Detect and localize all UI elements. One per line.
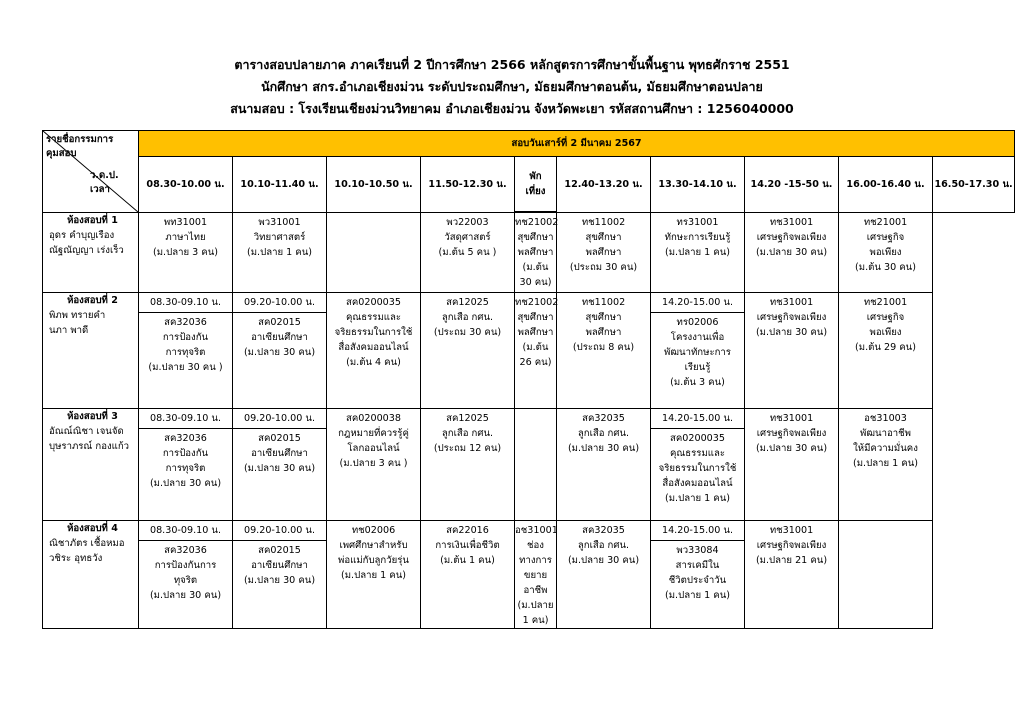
subject-line: เศรษฐกิจ (866, 232, 905, 243)
subject-line: ลูกเสือ กศน. (577, 540, 630, 551)
subject-line: (ม.ต้น 30 คน) (519, 262, 552, 288)
subject-line: (ม.ปลาย 30 คน) (755, 443, 828, 454)
exam-subject-cell (651, 293, 745, 409)
subject-line: (ม.ต้น 3 คน) (670, 377, 725, 388)
exam-subject-cell (515, 521, 557, 629)
exam-room-cell (43, 521, 139, 629)
subject-line: (ม.ปลาย 30 คน) (243, 463, 316, 474)
split-subject-block (651, 540, 744, 603)
subject-line: เศรษฐกิจพอเพียง (756, 232, 827, 243)
exam-subject-cell (515, 293, 557, 409)
exam-room-title: ห้องสอบที่ 3 (67, 411, 118, 422)
exam-subject-cell (233, 409, 327, 521)
exam-subject-cell (557, 293, 651, 409)
subject-line: สค32035 (582, 525, 625, 536)
session-time: 08.30-09.10 น. (149, 525, 222, 536)
subject-line: สุขศึกษา (517, 232, 554, 243)
subject-line: การป้องกันการ (154, 560, 217, 571)
subject-line: การทุจริต (165, 463, 206, 474)
exam-subject-cell (327, 409, 421, 521)
subject-line: สค02015 (258, 545, 301, 556)
exam-room-row (43, 293, 1015, 409)
subject-line: (ประถม 30 คน) (569, 262, 638, 273)
subject-line: พอเพียง (869, 327, 902, 338)
exam-subject-cell (421, 213, 515, 293)
subject-line: ทช21001 (863, 217, 908, 228)
subject-line: (ม.ปลาย 30 คน) (243, 575, 316, 586)
subject-line: (ม.ปลาย 3 คน) (152, 247, 218, 258)
exam-subject-cell (139, 293, 233, 409)
subject-line: (ม.ปลาย 30 คน ) (148, 362, 223, 373)
subject-line: ให้มีความมั่นคง (853, 443, 918, 454)
subject-line: จริยธรรมในการใช้ (658, 463, 737, 474)
subject-line: สค12025 (446, 413, 489, 424)
exam-schedule-table (42, 130, 1015, 629)
exam-subject-cell (139, 409, 233, 521)
subject-line: พัฒนาทักษะการ (664, 347, 731, 358)
subject-line: (ม.ปลาย 1 คน) (517, 600, 554, 626)
subject-line: ทช21002 (515, 297, 559, 308)
subject-line: ทร02006 (676, 317, 719, 328)
exam-subject-cell (839, 521, 933, 629)
subject-line: สค0200035 (345, 297, 401, 308)
split-subject-block (233, 312, 326, 360)
exam-subject-cell (839, 213, 933, 293)
exam-subject-cell (421, 293, 515, 409)
exam-subject-cell (745, 293, 839, 409)
subject-line: เศรษฐกิจพอเพียง (756, 312, 827, 323)
exam-subject-cell (745, 213, 839, 293)
lunch-label: เที่ยง (525, 186, 546, 197)
subject-line: สค0200035 (669, 433, 725, 444)
exam-day-banner: สอบวันเสาร์ที่ 2 มีนาคม 2567 (139, 131, 1015, 157)
subject-line: (ม.ต้น 5 คน ) (438, 247, 497, 258)
exam-room-title: ห้องสอบที่ 2 (67, 295, 118, 306)
subject-line: ภาษาไทย (165, 232, 206, 243)
subject-line: (ม.ปลาย 30 คน) (149, 590, 222, 601)
subject-line: พว22003 (446, 217, 489, 228)
exam-subject-cell (233, 213, 327, 293)
subject-line: คุณธรรมและ (669, 448, 726, 459)
time-slot-header: 10.10-11.40 น. (233, 157, 327, 213)
exam-subject-cell (745, 521, 839, 629)
subject-line: ช่องทางการ (519, 540, 552, 566)
subject-line: ทช31001 (769, 217, 814, 228)
proctor-name: อัณณ์ณิชา เจนจัด (49, 426, 124, 437)
corner-label-committee: รายชื่อกรรมการ (46, 134, 114, 145)
proctor-name: วชิระ อุทธวัง (49, 553, 103, 564)
subject-line: เรียนรู้ (684, 362, 711, 373)
subject-line: การป้องกัน (162, 448, 209, 459)
subject-line: ลูกเสือ กศน. (441, 428, 494, 439)
subject-line: สื่อสังคมออนไลน์ (662, 478, 733, 489)
subject-line: สค0200038 (345, 413, 401, 424)
session-time: 14.20-15.00 น. (661, 525, 734, 536)
subject-line: พลศึกษา (585, 247, 622, 258)
exam-subject-cell (839, 293, 933, 409)
subject-line: จริยธรรมในการใช้ (334, 327, 413, 338)
subject-line: พว31001 (258, 217, 301, 228)
session-time: 08.30-09.10 น. (149, 413, 222, 424)
subject-line: ลูกเสือ กศน. (441, 312, 494, 323)
subject-line: พลศึกษา (585, 327, 622, 338)
exam-subject-cell (327, 213, 421, 293)
time-slot-header: 11.50-12.30 น. (421, 157, 515, 213)
subject-line: พ่อแม่กับลูกวัยรุ่น (338, 555, 409, 566)
subject-line: (ม.ปลาย 1 คน) (246, 247, 312, 258)
subject-line: (ม.ต้น 29 คน) (855, 342, 916, 353)
subject-line: พลศึกษา (517, 247, 554, 258)
subject-line: (ม.ปลาย 3 คน ) (339, 458, 408, 469)
subject-line: ทช11002 (581, 297, 626, 308)
subject-line: สค32036 (164, 317, 207, 328)
time-slot-header: 14.20 -15-50 น. (745, 157, 839, 213)
exam-subject-cell (139, 521, 233, 629)
time-slot-header: 12.40-13.20 น. (557, 157, 651, 213)
exam-subject-cell (327, 293, 421, 409)
subject-line: (ม.ปลาย 1 คน) (664, 247, 730, 258)
exam-subject-cell (421, 521, 515, 629)
exam-room-row (43, 213, 1015, 293)
exam-subject-cell (421, 409, 515, 521)
split-subject-block (139, 540, 232, 603)
exam-subject-cell (651, 213, 745, 293)
session-time: 14.20-15.00 น. (661, 413, 734, 424)
time-slot-header: 13.30-14.10 น. (651, 157, 745, 213)
subject-line: (ม.ปลาย 30 คน) (243, 347, 316, 358)
subject-line: คุณธรรมและ (345, 312, 402, 323)
subject-line: (ม.ปลาย 1 คน) (852, 458, 918, 469)
subject-line: ทช31001 (769, 297, 814, 308)
proctor-name: ณิชาภัตร เชื้อหมอ (49, 538, 125, 549)
subject-line: สค32036 (164, 433, 207, 444)
subject-line: (ม.ต้น 30 คน) (855, 262, 916, 273)
lunch-break-header (515, 157, 557, 213)
subject-line: วิทยาศาสตร์ (253, 232, 306, 243)
subject-line: (ม.ต้น 26 คน) (519, 342, 552, 368)
subject-line: ทร31001 (676, 217, 719, 228)
subject-line: สุขศึกษา (517, 312, 554, 323)
exam-subject-cell (233, 521, 327, 629)
subject-line: ทักษะการเรียนรู้ (664, 232, 731, 243)
subject-line: โครงงานเพื่อ (670, 332, 725, 343)
subject-line: (ม.ปลาย 30 คน) (755, 327, 828, 338)
subject-line: สค32035 (582, 413, 625, 424)
subject-line: (ม.ปลาย 30 คน) (149, 478, 222, 489)
exam-room-row (43, 409, 1015, 521)
exam-venue-line: สนามสอบ : โรงเรียนเชียงม่วนวิทยาคม อำเภอเชียงม่วน จังหวัดพะเยา รหัสสถานศึกษา : 1256040000 (230, 101, 794, 116)
subject-line: สค02015 (258, 433, 301, 444)
subject-line: ทช11002 (581, 217, 626, 228)
subject-line: (ม.ปลาย 30 คน) (567, 555, 640, 566)
subject-line: สุขศึกษา (585, 232, 622, 243)
subject-line: ชีวิตประจำวัน (668, 575, 727, 586)
subject-line: สค32036 (164, 545, 207, 556)
split-subject-block (139, 428, 232, 491)
time-slot-header: 08.30-10.00 น. (139, 157, 233, 213)
subject-line: เศรษฐกิจพอเพียง (756, 540, 827, 551)
subject-line: (ม.ต้น 1 คน) (440, 555, 495, 566)
exam-subject-cell (233, 293, 327, 409)
subject-line: สค02015 (258, 317, 301, 328)
corner-label-proctor: คุมสอบ (46, 148, 77, 159)
subject-line: อาเซียนศึกษา (251, 560, 308, 571)
exam-room-cell (43, 293, 139, 409)
exam-subject-cell (327, 521, 421, 629)
subject-line: สค12025 (446, 297, 489, 308)
time-slot-header: 16.50-17.30 น. (933, 157, 1015, 213)
subject-line: (ประถม 8 คน) (572, 342, 635, 353)
session-time: 08.30-09.10 น. (149, 297, 222, 308)
subject-line: (ประถม 30 คน) (433, 327, 502, 338)
subject-line: ลูกเสือ กศน. (577, 428, 630, 439)
proctor-name: นภา พาดี (49, 325, 89, 336)
subject-line: สค22016 (446, 525, 489, 536)
lunch-label: พัก (529, 171, 542, 182)
exam-subject-cell (139, 213, 233, 293)
subject-line: อาเซียนศึกษา (251, 448, 308, 459)
subject-line: (ม.ปลาย 30 คน) (755, 247, 828, 258)
exam-subject-cell (651, 521, 745, 629)
subject-line: พท31001 (163, 217, 208, 228)
exam-subject-cell (557, 409, 651, 521)
subject-line: การเงินเพื่อชีวิต (435, 540, 500, 551)
subject-line: สารเคมีใน (675, 560, 720, 571)
document-title: ตารางสอบปลายภาค ภาคเรียนที่ 2 ปีการศึกษา 2566 หลักสูตรการศึกษาขั้นพื้นฐาน พุทธศักราช 2551 (234, 57, 790, 72)
exam-room-cell (43, 409, 139, 521)
subject-line: ทช31001 (769, 525, 814, 536)
proctor-name: อุดร คำบุญเรือง (49, 230, 115, 241)
exam-room-cell (43, 213, 139, 293)
exam-subject-cell (515, 409, 557, 521)
exam-subject-cell (745, 409, 839, 521)
subject-line: (ม.ปลาย 1 คน) (664, 493, 730, 504)
exam-room-title: ห้องสอบที่ 1 (67, 215, 118, 226)
subject-line: (ม.ปลาย 21 คน) (755, 555, 828, 566)
exam-room-title: ห้องสอบที่ 4 (67, 523, 118, 534)
subject-line: (ม.ปลาย 1 คน) (664, 590, 730, 601)
subject-line: อช31001 (515, 525, 558, 536)
subject-line: กฎหมายที่ควรรู้คู่ (338, 428, 409, 439)
subject-line: เพศศึกษาสำหรับ (339, 540, 408, 551)
corner-label-date: ว.ด.ป. (90, 170, 119, 181)
proctor-name: บุษราภรณ์ กองแก้ว (49, 441, 130, 452)
subject-line: เศรษฐกิจพอเพียง (756, 428, 827, 439)
subject-line: การป้องกัน (162, 332, 209, 343)
time-slot-header: 16.00-16.40 น. (839, 157, 933, 213)
split-subject-block (651, 428, 744, 506)
exam-subject-cell (515, 213, 557, 293)
split-subject-block (233, 428, 326, 476)
subject-line: อาเซียนศึกษา (251, 332, 308, 343)
subject-line: พว33084 (676, 545, 719, 556)
subject-line: (ม.ต้น 4 คน) (346, 357, 401, 368)
subject-line: โลกออนไลน์ (347, 443, 400, 454)
exam-subject-cell (839, 409, 933, 521)
subject-line: ทช31001 (769, 413, 814, 424)
exam-subject-cell (557, 213, 651, 293)
subject-line: สื่อสังคมออนไลน์ (338, 342, 409, 353)
exam-subject-cell (557, 521, 651, 629)
subject-line: ทช02006 (351, 525, 396, 536)
subject-line: พลศึกษา (517, 327, 554, 338)
subject-line: ทช21002 (515, 217, 559, 228)
document-subtitle: นักศึกษา สกร.อำเภอเชียงม่วน ระดับประถมศึกษา, มัธยมศึกษาตอนต้น, มัธยมศึกษาตอนปลาย (261, 79, 763, 94)
subject-line: การทุจริต (165, 347, 206, 358)
subject-line: อช31003 (864, 413, 907, 424)
subject-line: เศรษฐกิจ (866, 312, 905, 323)
subject-line: (ม.ปลาย 1 คน) (340, 570, 406, 581)
subject-line: ทุจริต (173, 575, 198, 586)
split-subject-block (139, 312, 232, 375)
subject-line: ขยายอาชีพ (523, 570, 548, 596)
session-time: 09.20-10.00 น. (243, 297, 316, 308)
exam-subject-cell (651, 409, 745, 521)
proctor-name: พิภพ ทรายคำ (49, 310, 106, 321)
split-subject-block (233, 540, 326, 588)
header-corner-cell (43, 131, 139, 213)
subject-line: วัสดุศาสตร์ (444, 232, 491, 243)
subject-line: ทช21001 (863, 297, 908, 308)
session-time: 14.20-15.00 น. (661, 297, 734, 308)
subject-line: พอเพียง (869, 247, 902, 258)
split-subject-block (651, 312, 744, 390)
subject-line: (ม.ปลาย 30 คน) (567, 443, 640, 454)
corner-label-time: เวลา (90, 184, 110, 195)
proctor-name: ณัฐณัญญา เร่งเร็ว (49, 245, 124, 256)
time-slot-header: 10.10-10.50 น. (327, 157, 421, 213)
subject-line: สุขศึกษา (585, 312, 622, 323)
session-time: 09.20-10.00 น. (243, 525, 316, 536)
session-time: 09.20-10.00 น. (243, 413, 316, 424)
subject-line: (ประถม 12 คน) (433, 443, 502, 454)
exam-room-row (43, 521, 1015, 629)
subject-line: พัฒนาอาชีพ (860, 428, 911, 439)
